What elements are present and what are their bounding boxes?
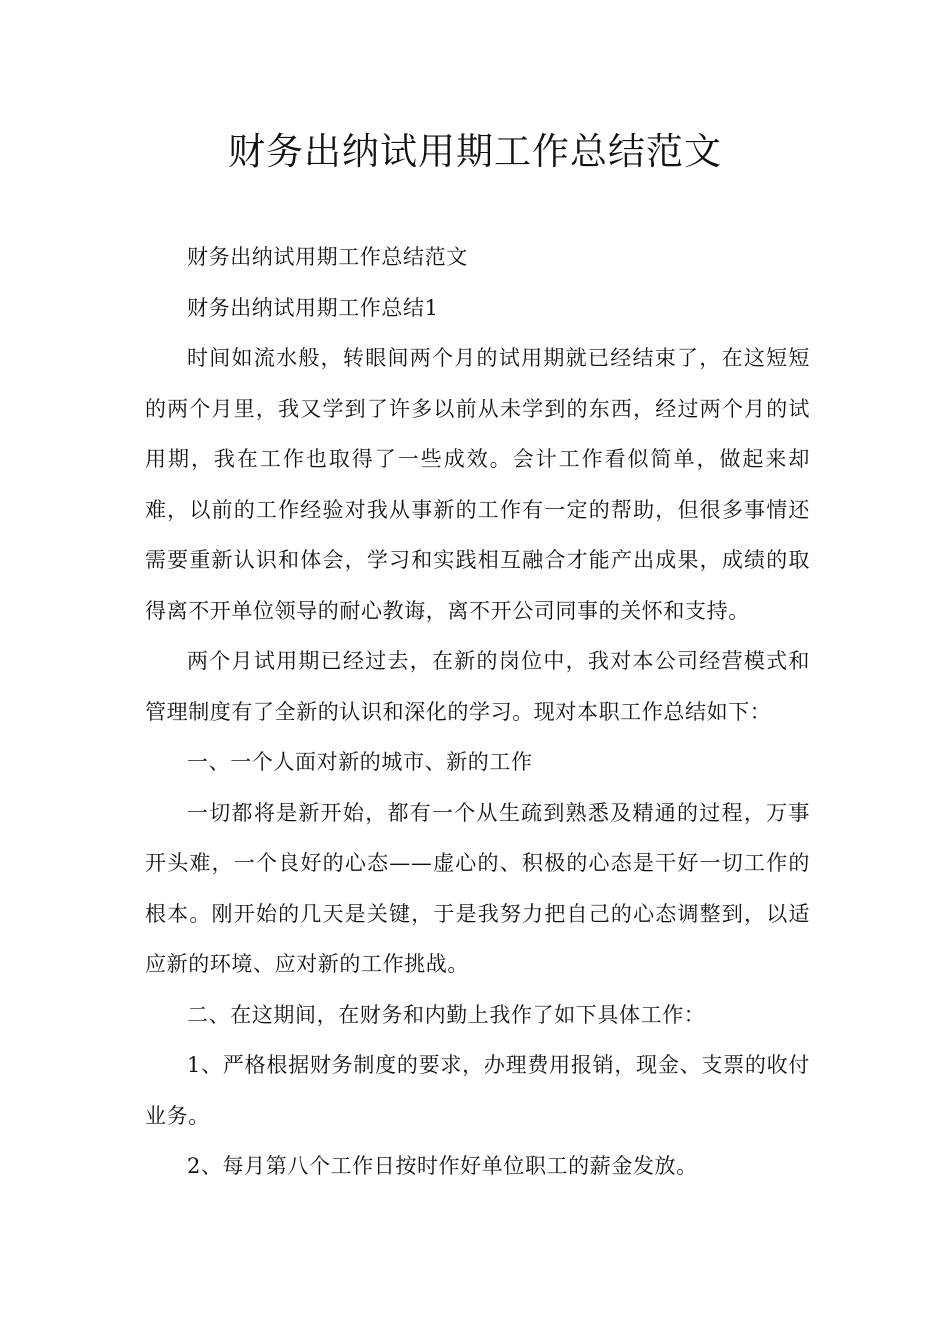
document-body: [145, 232, 810, 1192]
paragraph-heading-one: 一、一个人面对新的城市、新的工作: [187, 750, 533, 774]
paragraph-intro: 时间如流水般，转眼间两个月的试用期就已经结束了，在这短短的两个月里，我又学到了许多以前从未学到的东西，经过两个月的试用期，我在工作也取得了一些成效。会计工作看似简单，做起来却难，以前的工作经验对我从事新的工作有一定的帮助，但很多事情还需要重新认识和体会，学习和实践相互融合才能产出成果，成绩的取得离不开单位领导的耐心教诲，离不开公司同事的关怀和支持。: [145, 346, 810, 623]
paragraph-item-one: 1、严格根据财务制度的要求，办理费用报销，现金、支票的收付业务。: [145, 1053, 810, 1128]
paragraph-heading-two: 二、在这期间，在财务和内勤上我作了如下具体工作：: [187, 1002, 706, 1027]
paragraph-overview: 两个月试用期已经过去，在新的岗位中，我对本公司经营模式和管理制度有了全新的认识和深化的学习。现对本职工作总结如下：: [145, 649, 810, 724]
document-title: 财务出纳试用期工作总结范文: [228, 130, 722, 173]
paragraph-item-two: 2、每月第八个工作日按时作好单位职工的薪金发放。: [187, 1154, 698, 1178]
paragraph-subtitle: 财务出纳试用期工作总结范文: [187, 245, 468, 269]
paragraph-new-start: 一切都将是新开始，都有一个从生疏到熟悉及精通的过程，万事开头难，一个良好的心态——虚心的、积极的心态是干好一切工作的根本。刚开始的几天是关键，于是我努力把自己的心态调整到，以适应新的环境、应对新的工作挑战。: [145, 800, 810, 976]
paragraph-section-heading: 财务出纳试用期工作总结1: [187, 295, 439, 320]
